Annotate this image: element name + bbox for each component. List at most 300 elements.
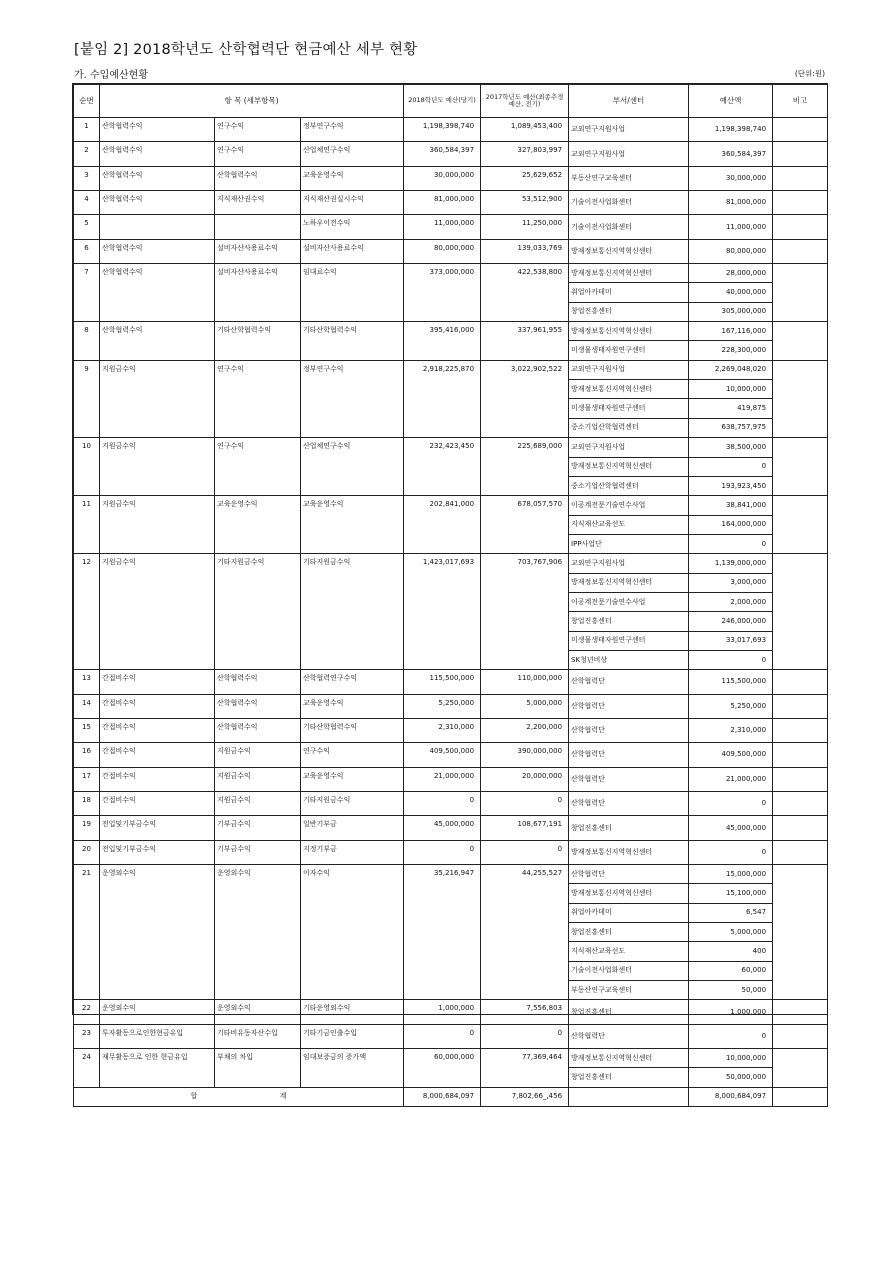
row-seq: 16 — [74, 743, 100, 767]
row-category: 지원금수익 — [100, 496, 215, 554]
table-row — [74, 718, 828, 742]
row-category: 지원금수익 — [100, 554, 215, 670]
row-note — [773, 718, 828, 742]
row-note — [773, 840, 828, 864]
row-seq: 2 — [74, 142, 100, 166]
row-detail-item: 기타산학협력수익 — [301, 718, 404, 742]
alloc-amount: 45,000,000 — [689, 816, 773, 840]
alloc-amount: 11,000,000 — [689, 215, 773, 239]
alloc-dept: 방재정보통신지역혁신센터 — [569, 840, 689, 864]
row-subcategory: 기타산학협력수익 — [215, 322, 301, 361]
row-budget-2018: 202,841,000 — [404, 496, 481, 554]
row-category: 산학협력수익 — [100, 142, 215, 166]
row-subcategory: 기부금수익 — [215, 840, 301, 864]
row-category: 산학협력수익 — [100, 264, 215, 322]
table-row — [74, 239, 828, 263]
row-subcategory: 연구수익 — [215, 360, 301, 437]
row-budget-2017: 20,000,000 — [481, 767, 569, 791]
alloc-amount: 2,310,000 — [689, 718, 773, 742]
alloc-dept: 부동산연구교육센터 — [569, 981, 689, 1000]
total-row — [74, 1087, 828, 1106]
alloc-dept: 기술이전사업화센터 — [569, 961, 689, 980]
row-budget-2017: 678,057,570 — [481, 496, 569, 554]
row-budget-2017: 390,000,000 — [481, 743, 569, 767]
row-seq: 22 — [74, 1000, 100, 1024]
row-seq: 10 — [74, 438, 100, 496]
table-row — [74, 767, 828, 791]
alloc-dept: 중소기업산학협력센터 — [569, 476, 689, 495]
row-category: 간접비수익 — [100, 743, 215, 767]
row-subcategory: 지식재산권수익 — [215, 191, 301, 215]
row-detail-item: 정부연구수익 — [301, 118, 404, 142]
row-budget-2017: 0 — [481, 840, 569, 864]
alloc-dept: 이공계전문기술연수사업 — [569, 592, 689, 611]
row-note — [773, 239, 828, 263]
row-note — [773, 215, 828, 239]
alloc-dept: 방재정보통신지역혁신센터 — [569, 380, 689, 399]
total-budget-2017: 7,802,66_,456 — [481, 1087, 569, 1106]
header-note: 비고 — [773, 85, 828, 118]
row-category: 재무활동으로 인한 현금유입 — [100, 1049, 215, 1088]
row-note — [773, 322, 828, 361]
row-seq: 7 — [74, 264, 100, 322]
row-seq: 6 — [74, 239, 100, 263]
row-note — [773, 767, 828, 791]
alloc-amount: 193,923,450 — [689, 476, 773, 495]
row-budget-2017: 25,629,652 — [481, 166, 569, 190]
row-detail-item: 기타산학협력수익 — [301, 322, 404, 361]
alloc-dept: 방재정보통신지역혁신센터 — [569, 573, 689, 592]
alloc-dept: 산학협력단 — [569, 694, 689, 718]
row-category: 산학협력수익 — [100, 322, 215, 361]
table-row — [74, 1024, 828, 1048]
row-category: 전입및기부금수익 — [100, 840, 215, 864]
alloc-dept: 산학협력단 — [569, 743, 689, 767]
alloc-dept: 중소기업산학협력센터 — [569, 418, 689, 437]
alloc-dept: 미생물생태자원연구센터 — [569, 631, 689, 650]
row-budget-2018: 360,584,397 — [404, 142, 481, 166]
row-budget-2018: 409,500,000 — [404, 743, 481, 767]
alloc-amount: 638,757,975 — [689, 418, 773, 437]
row-note — [773, 166, 828, 190]
header-amount: 예산액 — [689, 85, 773, 118]
alloc-dept: 방재정보통신지역혁신센터 — [569, 457, 689, 476]
alloc-amount: 228,300,000 — [689, 341, 773, 360]
row-subcategory: 지원금수익 — [215, 792, 301, 816]
row-detail-item: 노하우이전수익 — [301, 215, 404, 239]
alloc-amount: 305,000,000 — [689, 302, 773, 321]
revenue-budget-table — [73, 84, 828, 1107]
row-detail-item: 지정기부금 — [301, 840, 404, 864]
section-title: 가. 수입예산현황 — [74, 70, 148, 81]
row-note — [773, 743, 828, 767]
row-detail-item: 기타기금인출수입 — [301, 1024, 404, 1048]
table-body — [74, 118, 828, 1088]
row-note — [773, 865, 828, 1000]
total-label-1: 합 — [190, 1092, 198, 1101]
table-row — [74, 840, 828, 864]
table-row — [74, 670, 828, 694]
alloc-amount: 2,000,000 — [689, 592, 773, 611]
alloc-amount: 40,000,000 — [689, 283, 773, 302]
row-budget-2018: 2,310,000 — [404, 718, 481, 742]
row-budget-2018: 1,000,000 — [404, 1000, 481, 1024]
alloc-amount: 0 — [689, 1024, 773, 1048]
row-budget-2018: 2,918,225,870 — [404, 360, 481, 437]
page-title: [붙임 2] 2018학년도 산학협력단 현금예산 세부 현황 — [74, 42, 418, 58]
row-note — [773, 496, 828, 554]
row-category: 지원금수익 — [100, 360, 215, 437]
row-budget-2017: 110,000,000 — [481, 670, 569, 694]
header-item: 항 목 (세부항목) — [100, 85, 404, 118]
alloc-amount: 5,000,000 — [689, 923, 773, 942]
alloc-dept: 이공계전문기술연수사업 — [569, 496, 689, 515]
row-seq: 1 — [74, 118, 100, 142]
table-row — [74, 118, 828, 142]
row-subcategory: 기타지원금수익 — [215, 554, 301, 670]
row-budget-2017: 53,512,900 — [481, 191, 569, 215]
row-detail-item: 연구수익 — [301, 743, 404, 767]
row-budget-2017: 77,369,464 — [481, 1049, 569, 1088]
alloc-dept: 산학협력단 — [569, 865, 689, 884]
row-subcategory: 기부금수익 — [215, 816, 301, 840]
row-seq: 15 — [74, 718, 100, 742]
table-row — [74, 554, 828, 573]
row-budget-2018: 5,250,000 — [404, 694, 481, 718]
alloc-dept: 교외연구지원사업 — [569, 438, 689, 457]
row-detail-item: 기타지원금수익 — [301, 792, 404, 816]
row-budget-2018: 81,000,000 — [404, 191, 481, 215]
row-seq: 8 — [74, 322, 100, 361]
alloc-amount: 360,584,397 — [689, 142, 773, 166]
row-budget-2017: 11,250,000 — [481, 215, 569, 239]
row-subcategory: 지원금수익 — [215, 767, 301, 791]
row-subcategory: 운영외수익 — [215, 865, 301, 1000]
alloc-amount: 0 — [689, 534, 773, 553]
alloc-dept: 지식재산교육선도 — [569, 942, 689, 961]
alloc-amount: 3,000,000 — [689, 573, 773, 592]
row-budget-2018: 373,000,000 — [404, 264, 481, 322]
row-note — [773, 191, 828, 215]
alloc-amount: 0 — [689, 650, 773, 669]
row-seq: 20 — [74, 840, 100, 864]
row-category: 간접비수익 — [100, 792, 215, 816]
alloc-dept: 산학협력단 — [569, 718, 689, 742]
alloc-amount: 60,000 — [689, 961, 773, 980]
row-budget-2017: 1,089,453,400 — [481, 118, 569, 142]
row-seq: 24 — [74, 1049, 100, 1088]
row-detail-item: 임대료수익 — [301, 264, 404, 322]
row-seq: 5 — [74, 215, 100, 239]
alloc-dept: 창업진흥센터 — [569, 816, 689, 840]
alloc-amount: 38,841,000 — [689, 496, 773, 515]
row-detail-item: 산학협력연구수익 — [301, 670, 404, 694]
row-subcategory: 부채의 차입 — [215, 1049, 301, 1088]
row-detail-item: 일반기부금 — [301, 816, 404, 840]
alloc-dept: 방재정보통신지역혁신센터 — [569, 1049, 689, 1068]
row-seq: 18 — [74, 792, 100, 816]
row-seq: 11 — [74, 496, 100, 554]
alloc-dept: 교외연구지원사업 — [569, 554, 689, 573]
row-budget-2018: 0 — [404, 840, 481, 864]
row-detail-item: 교육운영수익 — [301, 166, 404, 190]
alloc-dept: 창업진흥센터 — [569, 923, 689, 942]
row-seq: 3 — [74, 166, 100, 190]
alloc-dept: 방재정보통신지역혁신센터 — [569, 264, 689, 283]
alloc-amount: 10,000,000 — [689, 380, 773, 399]
table-row — [74, 792, 828, 816]
row-subcategory — [215, 215, 301, 239]
row-category: 간접비수익 — [100, 718, 215, 742]
row-budget-2017: 337,961,955 — [481, 322, 569, 361]
alloc-dept: SK청년비상 — [569, 650, 689, 669]
total-dept-empty — [569, 1087, 689, 1106]
row-budget-2018: 60,000,000 — [404, 1049, 481, 1088]
alloc-dept: 창업진흥센터 — [569, 302, 689, 321]
alloc-amount: 6,547 — [689, 903, 773, 922]
header-budget-2018: 2018학년도 예산(당기) — [404, 85, 481, 118]
alloc-dept: 미생물생태자원연구센터 — [569, 341, 689, 360]
alloc-amount: 167,116,000 — [689, 322, 773, 341]
row-budget-2018: 1,198,398,740 — [404, 118, 481, 142]
row-detail-item: 교육운영수익 — [301, 767, 404, 791]
row-budget-2017: 225,689,000 — [481, 438, 569, 496]
row-subcategory: 교육운영수익 — [215, 496, 301, 554]
row-budget-2018: 11,000,000 — [404, 215, 481, 239]
table-row — [74, 360, 828, 379]
alloc-amount: 10,000,000 — [689, 1049, 773, 1068]
row-note — [773, 360, 828, 437]
alloc-dept: 교외연구지원사업 — [569, 360, 689, 379]
row-budget-2017: 2,200,000 — [481, 718, 569, 742]
row-seq: 17 — [74, 767, 100, 791]
row-subcategory: 연구수익 — [215, 118, 301, 142]
alloc-amount: 1,198,398,740 — [689, 118, 773, 142]
total-budget-2018: 8,000,684,097 — [404, 1087, 481, 1106]
row-detail-item: 기타운영외수익 — [301, 1000, 404, 1024]
row-detail-item: 이자수익 — [301, 865, 404, 1000]
alloc-amount: 115,500,000 — [689, 670, 773, 694]
alloc-amount: 5,250,000 — [689, 694, 773, 718]
table-row — [74, 322, 828, 341]
header-seq: 순번 — [74, 85, 100, 118]
alloc-amount: 1,000,000 — [689, 1000, 773, 1024]
row-seq: 23 — [74, 1024, 100, 1048]
row-subcategory: 산학협력수익 — [215, 718, 301, 742]
total-note-empty — [773, 1087, 828, 1106]
table-row — [74, 191, 828, 215]
table-row — [74, 1049, 828, 1068]
row-budget-2017: 0 — [481, 1024, 569, 1048]
row-detail-item: 설비자산사용료수익 — [301, 239, 404, 263]
alloc-amount: 28,000,000 — [689, 264, 773, 283]
row-note — [773, 264, 828, 322]
alloc-dept: 창업진흥센터 — [569, 612, 689, 631]
alloc-amount: 50,000 — [689, 981, 773, 1000]
row-seq: 9 — [74, 360, 100, 437]
row-budget-2017: 108,677,191 — [481, 816, 569, 840]
row-detail-item: 정부연구수익 — [301, 360, 404, 437]
row-seq: 21 — [74, 865, 100, 1000]
row-budget-2018: 1,423,017,693 — [404, 554, 481, 670]
alloc-dept: 산학협력단 — [569, 792, 689, 816]
alloc-amount: 38,500,000 — [689, 438, 773, 457]
alloc-amount: 30,000,000 — [689, 166, 773, 190]
total-amount: 8,000,684,097 — [689, 1087, 773, 1106]
table-row — [74, 264, 828, 283]
alloc-amount: 81,000,000 — [689, 191, 773, 215]
row-subcategory: 운영외수익 — [215, 1000, 301, 1024]
alloc-amount: 419,875 — [689, 399, 773, 418]
row-category: 운영외수익 — [100, 1000, 215, 1024]
alloc-amount: 80,000,000 — [689, 239, 773, 263]
row-detail-item: 산업체연구수익 — [301, 142, 404, 166]
alloc-dept: 취업아카데미 — [569, 903, 689, 922]
alloc-dept: 창업진흥센터 — [569, 1000, 689, 1024]
row-budget-2018: 395,416,000 — [404, 322, 481, 361]
row-budget-2017: 703,767,906 — [481, 554, 569, 670]
alloc-amount: 164,000,000 — [689, 515, 773, 534]
row-seq: 4 — [74, 191, 100, 215]
alloc-amount: 50,000,000 — [689, 1068, 773, 1087]
alloc-amount: 400 — [689, 942, 773, 961]
alloc-amount: 15,000,000 — [689, 865, 773, 884]
alloc-dept: 산학협력단 — [569, 767, 689, 791]
total-label-2: 계 — [279, 1092, 287, 1101]
alloc-dept: 창업진흥센터 — [569, 1068, 689, 1087]
row-seq: 14 — [74, 694, 100, 718]
row-subcategory: 산학협력수익 — [215, 166, 301, 190]
row-note — [773, 1049, 828, 1088]
row-category — [100, 215, 215, 239]
alloc-dept: 지식재산교육선도 — [569, 515, 689, 534]
row-category: 전입및기부금수익 — [100, 816, 215, 840]
row-budget-2017: 44,255,527 — [481, 865, 569, 1000]
row-subcategory: 기타비유동자산수입 — [215, 1024, 301, 1048]
alloc-dept: 미생물생태자원연구센터 — [569, 399, 689, 418]
row-category: 투자활동으로인한현금유입 — [100, 1024, 215, 1048]
total-label — [74, 1087, 404, 1106]
row-note — [773, 1024, 828, 1048]
header-dept: 부서/센터 — [569, 85, 689, 118]
table-row — [74, 694, 828, 718]
row-note — [773, 792, 828, 816]
alloc-dept: 교외연구지원사업 — [569, 142, 689, 166]
table-header-row — [74, 85, 828, 118]
row-detail-item: 임대보증금의 증가액 — [301, 1049, 404, 1088]
row-budget-2017: 327,803,997 — [481, 142, 569, 166]
row-category: 간접비수익 — [100, 670, 215, 694]
alloc-amount: 15,100,000 — [689, 884, 773, 903]
alloc-amount: 0 — [689, 792, 773, 816]
row-note — [773, 118, 828, 142]
row-budget-2018: 35,216,947 — [404, 865, 481, 1000]
alloc-amount: 1,139,000,000 — [689, 554, 773, 573]
alloc-amount: 0 — [689, 840, 773, 864]
alloc-amount: 21,000,000 — [689, 767, 773, 791]
row-budget-2017: 3,022,902,522 — [481, 360, 569, 437]
header-budget-2017: 2017학년도 예산(최종추경예산, 전기) — [481, 85, 569, 118]
table-row — [74, 142, 828, 166]
row-seq: 19 — [74, 816, 100, 840]
row-category: 산학협력수익 — [100, 166, 215, 190]
row-seq: 13 — [74, 670, 100, 694]
row-budget-2018: 80,000,000 — [404, 239, 481, 263]
table-row — [74, 1000, 828, 1024]
row-budget-2018: 0 — [404, 1024, 481, 1048]
alloc-amount: 2,269,048,020 — [689, 360, 773, 379]
row-seq: 12 — [74, 554, 100, 670]
table-row — [74, 215, 828, 239]
alloc-dept: 부동산연구교육센터 — [569, 166, 689, 190]
alloc-amount: 246,000,000 — [689, 612, 773, 631]
row-subcategory: 설비자산사용료수익 — [215, 264, 301, 322]
row-subcategory: 연구수익 — [215, 438, 301, 496]
row-subcategory: 산학협력수익 — [215, 670, 301, 694]
row-subcategory: 설비자산사용료수익 — [215, 239, 301, 263]
row-budget-2018: 115,500,000 — [404, 670, 481, 694]
alloc-dept: 방재정보통신지역혁신센터 — [569, 239, 689, 263]
row-budget-2018: 45,000,000 — [404, 816, 481, 840]
row-subcategory: 연구수익 — [215, 142, 301, 166]
table-row — [74, 743, 828, 767]
alloc-dept: 기술이전사업화센터 — [569, 191, 689, 215]
row-note — [773, 554, 828, 670]
unit-label: (단위:원) — [794, 69, 825, 78]
alloc-dept: 산학협력단 — [569, 670, 689, 694]
row-subcategory: 지원금수익 — [215, 743, 301, 767]
row-detail-item: 지식재산권실시수익 — [301, 191, 404, 215]
row-detail-item: 기타지원금수익 — [301, 554, 404, 670]
row-note — [773, 694, 828, 718]
table-row — [74, 496, 828, 515]
table-row — [74, 438, 828, 457]
row-detail-item: 산업체연구수익 — [301, 438, 404, 496]
row-budget-2017: 0 — [481, 792, 569, 816]
alloc-dept: 방재정보통신지역혁신센터 — [569, 884, 689, 903]
table-row — [74, 865, 828, 884]
row-note — [773, 438, 828, 496]
row-budget-2017: 7,556,803 — [481, 1000, 569, 1024]
alloc-amount: 409,500,000 — [689, 743, 773, 767]
alloc-dept: 교외연구지원사업 — [569, 118, 689, 142]
row-budget-2018: 21,000,000 — [404, 767, 481, 791]
row-subcategory: 산학협력수익 — [215, 694, 301, 718]
row-budget-2017: 5,000,000 — [481, 694, 569, 718]
row-category: 지원금수익 — [100, 438, 215, 496]
alloc-dept: 방재정보통신지역혁신센터 — [569, 322, 689, 341]
row-category: 산학협력수익 — [100, 191, 215, 215]
row-budget-2017: 139,033,769 — [481, 239, 569, 263]
row-note — [773, 670, 828, 694]
alloc-dept: 산학협력단 — [569, 1024, 689, 1048]
row-note — [773, 142, 828, 166]
row-budget-2018: 0 — [404, 792, 481, 816]
row-note — [773, 1000, 828, 1024]
row-budget-2018: 30,000,000 — [404, 166, 481, 190]
alloc-amount: 0 — [689, 457, 773, 476]
row-category: 간접비수익 — [100, 694, 215, 718]
row-category: 산학협력수익 — [100, 118, 215, 142]
row-category: 운영외수익 — [100, 865, 215, 1000]
row-detail-item: 교육운영수익 — [301, 496, 404, 554]
row-category: 산학협력수익 — [100, 239, 215, 263]
row-detail-item: 교육운영수익 — [301, 694, 404, 718]
row-category: 간접비수익 — [100, 767, 215, 791]
alloc-dept: 취업아카데미 — [569, 283, 689, 302]
alloc-dept: 기술이전사업화센터 — [569, 215, 689, 239]
row-note — [773, 816, 828, 840]
